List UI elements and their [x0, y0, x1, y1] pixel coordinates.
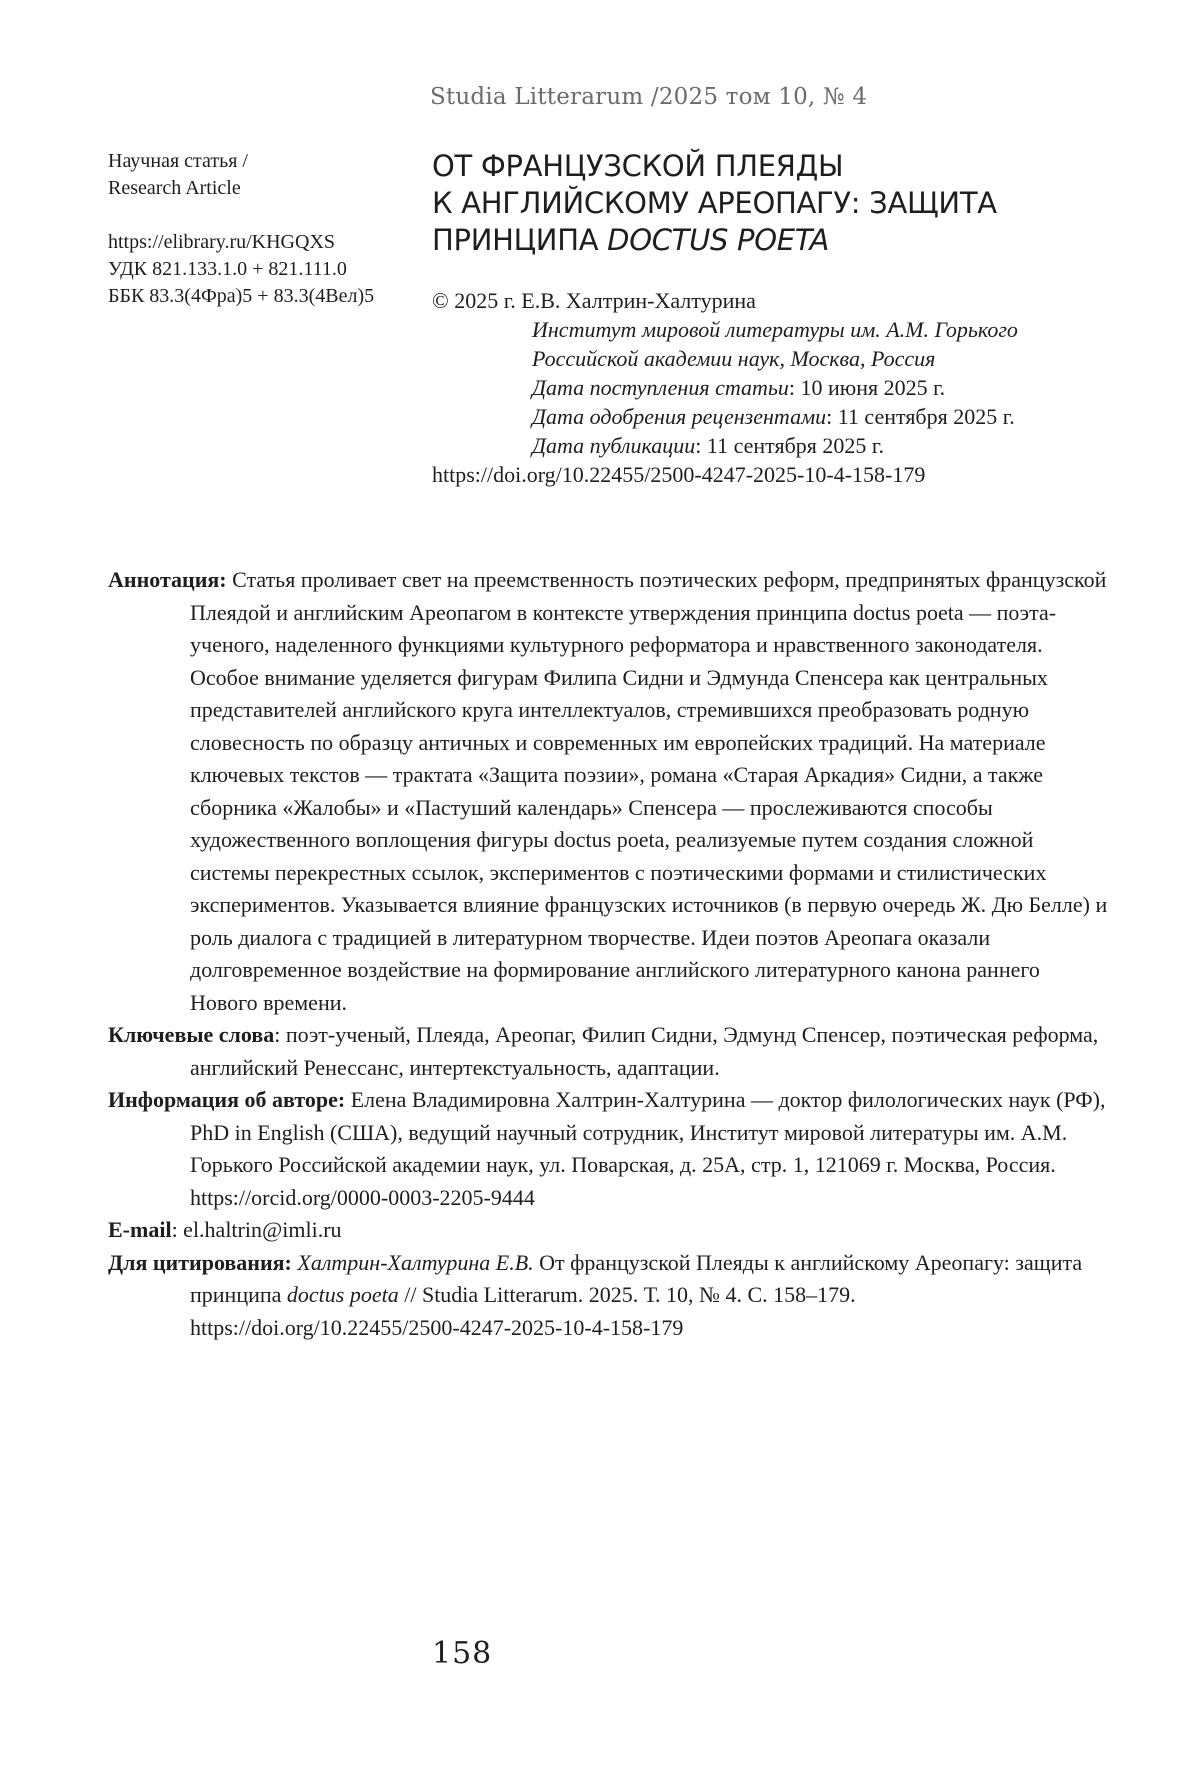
- date-approved: [432, 402, 1172, 431]
- email-address[interactable]: : el.haltrin@imli.ru: [171, 1217, 342, 1242]
- title-latin-term: DOCTUS POETA: [607, 223, 830, 257]
- date-received: [432, 373, 1172, 402]
- citation-label: Для цитирования:: [108, 1249, 292, 1275]
- citation-author: Халтрин-Халтурина Е.В.: [291, 1249, 534, 1275]
- title-line-3-prefix: ПРИНЦИПА: [432, 223, 608, 257]
- keywords-label: Ключевые слова: [108, 1022, 275, 1047]
- date-received-label: Дата поступления статьи: [532, 375, 789, 400]
- bbk-code: ББК 83.3(4Фра)5 + 83.3(4Вел)5: [108, 285, 375, 307]
- doi-link[interactable]: https://doi.org/10.22455/2500-4247-2025-10-4-158-179: [432, 462, 926, 487]
- article-title: [432, 148, 1132, 259]
- author-info-text: Елена Владимировна Халтрин-Халтурина — доктор филологических наук (РФ), PhD in English (США), ведущий научный сотрудник, Институт мировой литературы им. А.М. Горького Российской академии наук, ул. Поварская, д. 25А, стр. 1, 121069 г. Москва, Россия. https://orcid.org/0000-0003-2205-9444: [190, 1087, 1106, 1210]
- article-type-ru: Научная статья /: [108, 150, 248, 172]
- abstract-paragraph: [108, 564, 1108, 1019]
- title-line-2: К АНГЛИЙСКОМУ АРЕОПАГУ: ЗАЩИТА: [432, 186, 997, 220]
- abstract-section: [108, 564, 1108, 1344]
- udk-code: УДК 821.133.1.0 + 821.111.0: [108, 258, 347, 280]
- author-copyright: © 2025 г. Е.В. Халтрин-Халтурина: [432, 288, 756, 313]
- date-published: [432, 431, 1172, 460]
- article-type-en: Research Article: [108, 177, 241, 199]
- date-approved-value: : 11 сентября 2025 г.: [826, 404, 1015, 429]
- keywords-text: : поэт-ученый, Плеяда, Ареопаг, Филип Сидни, Эдмунд Спенсер, поэтическая реформа, английский Ренессанс, интертекстуальность, адаптации.: [190, 1022, 1099, 1080]
- abstract-label: Аннотация:: [108, 567, 227, 592]
- title-line-3: [432, 222, 1132, 259]
- author-info-paragraph: [108, 1084, 1108, 1214]
- date-published-label: Дата публикации: [532, 433, 696, 458]
- citation-paragraph: [108, 1247, 1108, 1345]
- email-paragraph: [108, 1214, 1108, 1247]
- page-number: 158: [432, 1636, 493, 1671]
- citation-part-1: От французской Плеяды к английскому Ареопагу: защита принципа: [190, 1249, 1083, 1307]
- article-meta: [108, 148, 408, 310]
- affiliation-line-2: Российской академии наук, Москва, Россия: [532, 346, 936, 371]
- author-info-label: Информация об авторе:: [108, 1087, 346, 1112]
- title-line-1: ОТ ФРАНЦУЗСКОЙ ПЛЕЯДЫ: [432, 149, 844, 183]
- affiliation-line-1: Институт мировой литературы им. А.М. Горького: [532, 317, 1018, 342]
- email-label: E-mail: [108, 1217, 172, 1242]
- date-received-value: : 10 июня 2025 г.: [788, 375, 946, 400]
- running-head: Studia Litterarum /2025 том 10, № 4: [430, 84, 868, 110]
- elibrary-link[interactable]: https://elibrary.ru/KHGQXS: [108, 231, 336, 253]
- date-approved-label: Дата одобрения рецензентами: [532, 404, 827, 429]
- abstract-text: Статья проливает свет на преемственность поэтических реформ, предпринятых французской Плеядой и английским Ареопагом в контексте утверждения принципа doctus poeta — поэта-ученого, наделенного функциями культурного реформатора и нравственного законодателя. Особое внимание уделяется фигурам Филипа Сидни и Эдмунда Спенсера как центральных представителей английского круга интеллектуалов, стремившихся преобразовать родную словесность по образцу античных и современных им европейских традиций. На материале ключевых текстов — трактата «Защита поэзии», романа «Старая Аркадия» Сидни, а также сборника «Жалобы» и «Пастуший календарь» Спенсера — прослеживаются способы художественного воплощения фигуры doctus poeta, реализуемые путем создания сложной системы перекрестных ссылок, экспериментов с поэтическими формами и стилистических экспериментов. Указывается влияние французских источников (в первую очередь Ж. Дю Белле) и роль диалога с традицией в литературном творчестве. Идеи поэтов Ареопага оказали долговременное воздействие на формирование английского литературного канона раннего Нового времени.: [190, 567, 1108, 1015]
- citation-latin-term: doctus poeta: [286, 1282, 399, 1307]
- keywords-paragraph: [108, 1019, 1108, 1084]
- citation-part-2: // Studia Litterarum. 2025. Т. 10, № 4. С. 158–179. https://doi.org/10.22455/2500-4247-2025-10-4-158-179: [190, 1282, 856, 1340]
- author-block: [432, 286, 1172, 489]
- date-published-value: : 11 сентября 2025 г.: [695, 433, 884, 458]
